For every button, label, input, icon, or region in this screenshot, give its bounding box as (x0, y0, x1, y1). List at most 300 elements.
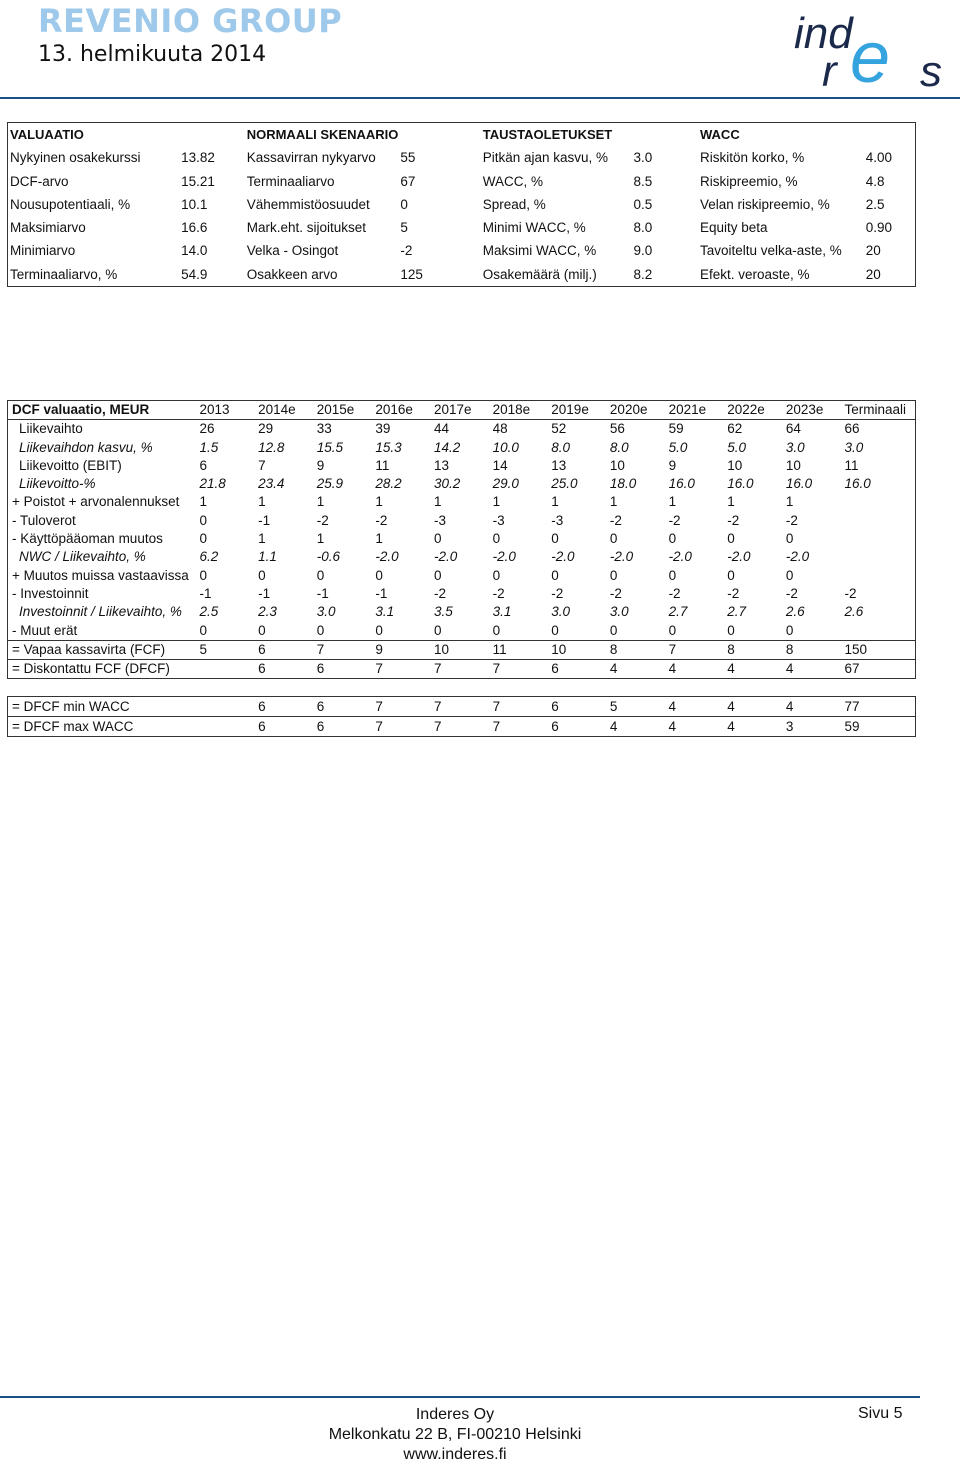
valuation-row (8, 216, 916, 239)
valuation-table (7, 122, 916, 287)
label-cell: Terminaaliarvo (246, 173, 335, 189)
value-cell: 10.0 (492, 439, 519, 455)
valuation-row (8, 239, 916, 262)
value-cell: 10 (547, 640, 606, 659)
label-cell: Vähemmistöosuudet (246, 196, 370, 212)
value-cell: 0 (609, 567, 618, 583)
value-cell: 6 (551, 699, 559, 714)
value-cell: 39 (375, 421, 391, 437)
value-cell: -2 (668, 585, 681, 601)
svg-text:s: s (920, 47, 942, 92)
inderes-logo (790, 2, 960, 92)
header-cell (398, 123, 480, 147)
year-cell: Terminaali (840, 401, 915, 420)
value-cell: 5 (195, 640, 254, 659)
footer-rule (0, 1396, 920, 1398)
value-cell: 9 (316, 457, 325, 473)
value-cell: 0 (785, 567, 794, 583)
value-cell: -1 (258, 585, 271, 601)
row-label: = Vapaa kassavirta (FCF) (8, 640, 196, 659)
value-cell: 23.4 (258, 476, 285, 492)
label-cell: Osakkeen arvo (246, 266, 338, 282)
value-cell: 0 (434, 531, 442, 547)
value-cell: 0 (258, 622, 266, 638)
footer-address: Melkonkatu 22 B, FI-00210 Helsinki (328, 1426, 582, 1443)
value-cell: -2 (434, 585, 447, 601)
value-cell: 4.8 (865, 173, 885, 189)
value-cell: 0 (199, 567, 207, 583)
value-cell: 1 (375, 494, 383, 510)
dcf-row (8, 530, 916, 548)
label-cell: Riskitön korko, % (699, 150, 805, 166)
row-label: Liikevoitto-% (19, 476, 96, 492)
row-label: = DFCF max WACC (8, 717, 196, 737)
row-label: Investoinnit / Liikevaihto, % (19, 604, 182, 620)
dcf-row (8, 567, 916, 585)
value-cell: 2.6 (785, 604, 805, 620)
value-cell (840, 530, 915, 548)
row-label: = Diskontattu FCF (DFCF) (8, 660, 196, 679)
label-cell: Riskipreemio, % (699, 173, 798, 189)
value-cell: 2.6 (844, 604, 864, 620)
value-cell: 54.9 (181, 266, 208, 282)
value-cell: 1 (258, 531, 266, 547)
value-cell: 7 (430, 660, 489, 679)
header-rule (0, 97, 960, 99)
value-cell: 10.1 (181, 196, 208, 212)
value-cell: 0 (434, 567, 442, 583)
value-cell: 8.5 (633, 173, 653, 189)
value-cell: 3.5 (434, 604, 453, 620)
value-cell: 7 (371, 717, 430, 737)
value-cell: -2 (400, 243, 413, 259)
value-cell: 6 (258, 699, 266, 714)
value-cell: 66 (844, 421, 860, 437)
value-cell (195, 697, 254, 717)
value-cell: 0 (316, 567, 325, 583)
value-cell: 59 (668, 421, 684, 437)
value-cell: 28.2 (375, 476, 402, 492)
value-cell: 0 (668, 531, 677, 547)
value-cell (840, 567, 915, 585)
value-cell: -2 (316, 512, 329, 528)
value-cell: 16.0 (668, 476, 695, 492)
value-cell (840, 548, 915, 566)
year-cell: 2014e (254, 401, 313, 420)
value-cell: 3.1 (492, 604, 512, 620)
value-cell: -2 (668, 512, 681, 528)
svg-text:e: e (850, 18, 891, 92)
value-cell: 14.0 (181, 243, 208, 259)
value-cell: 4.00 (865, 150, 893, 166)
label-cell: Velan riskipreemio, % (699, 196, 830, 212)
value-cell: 2.7 (668, 604, 688, 620)
value-cell: -2.0 (785, 549, 810, 565)
label-cell: Velka - Osingot (246, 243, 339, 259)
value-cell: -0.6 (316, 549, 340, 565)
value-cell: -2.0 (727, 549, 751, 565)
dfcf-wacc-row (8, 717, 916, 737)
header-cell: TAUSTAOLETUKSET (482, 127, 613, 142)
value-cell: 13.82 (181, 150, 215, 166)
row-label: - Tuloverot (12, 512, 76, 528)
dcf-row (8, 493, 916, 511)
value-cell: 0 (199, 622, 207, 638)
value-cell: 2.3 (258, 604, 277, 620)
value-cell: 25.9 (316, 476, 343, 492)
year-cell: 2020e (606, 401, 665, 420)
dfcf-wacc-row (8, 697, 916, 717)
dcf-row (8, 603, 916, 621)
value-cell: 29 (258, 421, 274, 437)
value-cell: 0 (492, 567, 501, 583)
value-cell: 15.3 (375, 439, 402, 455)
value-cell: 4 (727, 699, 735, 714)
value-cell: 18.0 (609, 476, 637, 492)
value-cell: 4 (782, 660, 841, 679)
row-label: + Poistot + arvonalennukset (12, 494, 180, 510)
value-cell: 2.7 (727, 604, 746, 620)
row-label: NWC / Liikevaihto, % (19, 549, 146, 565)
value-cell: 11 (375, 457, 390, 473)
value-cell: 3.0 (785, 439, 805, 455)
dcf-row (8, 512, 916, 530)
label-cell: Maksimi WACC, % (482, 243, 597, 259)
value-cell: 11 (844, 457, 859, 473)
value-cell: -2 (785, 585, 798, 601)
value-cell: 26 (199, 421, 215, 437)
value-cell: 4 (723, 660, 782, 679)
value-cell: 3 (782, 717, 841, 737)
value-cell: 77 (844, 699, 860, 714)
value-cell: 0 (375, 567, 383, 583)
year-cell: 2016e (371, 401, 430, 420)
value-cell: -2.0 (609, 549, 634, 565)
value-cell: 0 (668, 622, 677, 638)
dcf-row (8, 622, 916, 641)
value-cell: 67 (840, 660, 915, 679)
value-cell: 10 (785, 457, 801, 473)
value-cell: -3 (551, 512, 564, 528)
value-cell: 0 (400, 196, 408, 212)
value-cell: -2 (727, 512, 740, 528)
value-cell: 10 (609, 457, 625, 473)
value-cell: 7 (433, 699, 442, 714)
value-cell: 7 (489, 717, 548, 737)
label-cell: WACC, % (482, 173, 543, 189)
value-cell: 0.90 (865, 220, 893, 236)
header-cell (632, 123, 698, 147)
value-cell: 0 (727, 567, 735, 583)
value-cell: 16.6 (181, 220, 208, 236)
value-cell: -2.0 (492, 549, 516, 565)
value-cell: -1 (375, 585, 388, 601)
year-cell: 2021e (665, 401, 724, 420)
value-cell: 15.5 (316, 439, 343, 455)
value-cell: 1.1 (258, 549, 277, 565)
value-cell: 1.5 (199, 439, 219, 455)
value-cell: 1 (316, 531, 325, 547)
label-cell: Minimiarvo (10, 243, 76, 259)
value-cell: 0 (199, 512, 207, 528)
value-cell: -2 (785, 512, 798, 528)
year-cell: 2023e (782, 401, 841, 420)
label-cell: Osakemäärä (milj.) (482, 266, 597, 282)
valuation-row (8, 170, 916, 193)
value-cell: 14 (492, 457, 508, 473)
value-cell: 20 (865, 266, 881, 282)
value-cell: 0 (375, 622, 383, 638)
row-label: - Käyttöpääoman muutos (12, 531, 163, 547)
value-cell: 5.0 (668, 439, 688, 455)
value-cell: 8 (782, 640, 841, 659)
value-cell: 1 (785, 494, 794, 510)
value-cell (195, 660, 254, 679)
value-cell: 8.0 (609, 439, 629, 455)
value-cell: 67 (400, 173, 416, 189)
value-cell: 0 (434, 622, 442, 638)
value-cell: 150 (840, 640, 915, 659)
value-cell: 0 (727, 531, 735, 547)
label-cell: Minimi WACC, % (482, 220, 586, 236)
row-label: - Investoinnit (12, 585, 89, 601)
value-cell: 6 (313, 660, 372, 679)
value-cell: -2.0 (434, 549, 458, 565)
label-cell: DCF-arvo (10, 173, 69, 189)
value-cell: 56 (609, 421, 625, 437)
value-cell: -2 (609, 512, 622, 528)
value-cell: 8 (606, 640, 665, 659)
valuation-row (8, 263, 916, 287)
value-cell: 6 (547, 660, 606, 679)
value-cell: 13 (434, 457, 450, 473)
dcf-header-row (8, 401, 916, 420)
value-cell (840, 622, 915, 641)
value-cell: 25.0 (551, 476, 578, 492)
value-cell: 9 (371, 640, 430, 659)
value-cell: 7 (430, 717, 489, 737)
value-cell: 1 (492, 494, 501, 510)
fcf-row (8, 640, 916, 659)
label-cell: Mark.eht. sijoitukset (246, 220, 367, 236)
value-cell: 5.0 (727, 439, 746, 455)
value-cell: -3 (434, 512, 447, 528)
company-name: REVENIO GROUP (38, 2, 343, 40)
value-cell: -2.0 (668, 549, 692, 565)
value-cell: 4 (723, 717, 782, 737)
dcf-title: DCF valuaatio, MEUR (8, 401, 196, 420)
value-cell: 48 (492, 421, 508, 437)
value-cell: 4 (606, 717, 665, 737)
value-cell: 16.0 (785, 476, 813, 492)
value-cell: 30.2 (434, 476, 461, 492)
value-cell: 21.8 (199, 476, 226, 492)
value-cell: -2 (609, 585, 622, 601)
value-cell: 0 (492, 531, 501, 547)
label-cell: Spread, % (482, 196, 546, 212)
value-cell: 8.2 (633, 266, 653, 282)
value-cell (195, 717, 254, 737)
value-cell: 9.0 (633, 243, 653, 259)
footer-address-block (300, 1405, 610, 1465)
value-cell: 3.0 (316, 604, 336, 620)
dfcf-row (8, 660, 916, 679)
value-cell: 7 (489, 660, 548, 679)
value-cell: 5 (400, 220, 408, 236)
value-cell: 52 (551, 421, 567, 437)
row-label: Liikevaihdon kasvu, % (19, 439, 153, 455)
value-cell: 4 (665, 660, 724, 679)
value-cell: 0 (609, 622, 618, 638)
value-cell: 0 (551, 567, 559, 583)
label-cell: Pitkän ajan kasvu, % (482, 150, 609, 166)
value-cell: 0 (785, 531, 794, 547)
value-cell: 5 (609, 699, 618, 714)
label-cell: Tavoiteltu velka-aste, % (699, 243, 842, 259)
value-cell: 59 (840, 717, 915, 737)
value-cell: 6 (547, 717, 606, 737)
value-cell: 2.5 (199, 604, 219, 620)
label-cell: Terminaaliarvo, % (10, 266, 118, 282)
value-cell: 0 (668, 567, 677, 583)
value-cell: 16.0 (727, 476, 754, 492)
value-cell: 125 (400, 266, 423, 282)
row-label: = DFCF min WACC (12, 699, 130, 714)
value-cell: 0 (258, 567, 266, 583)
year-cell: 2013 (195, 401, 254, 420)
header-cell: VALUAATIO (10, 127, 84, 142)
year-cell: 2015e (313, 401, 372, 420)
value-cell: 3.0 (551, 604, 571, 620)
report-date: 13. helmikuuta 2014 (38, 42, 267, 67)
svg-text:r: r (822, 47, 837, 92)
value-cell: 3.0 (844, 439, 864, 455)
value-cell: -1 (258, 512, 271, 528)
valuation-row (8, 193, 916, 216)
label-cell: Maksimiarvo (10, 220, 86, 236)
value-cell: 6 (199, 457, 207, 473)
value-cell: 7 (492, 699, 501, 714)
dcf-row (8, 457, 916, 475)
value-cell (840, 493, 915, 511)
footer-website[interactable]: www.inderes.fi (403, 1446, 507, 1463)
dcf-table (7, 400, 916, 679)
value-cell: 1 (609, 494, 618, 510)
value-cell: 6 (313, 717, 372, 737)
value-cell: 29.0 (492, 476, 519, 492)
label-cell: Kassavirran nykyarvo (246, 150, 376, 166)
value-cell: 6 (254, 717, 313, 737)
header-cell: NORMAALI SKENAARIO (246, 127, 399, 142)
value-cell: 1 (375, 531, 383, 547)
value-cell: -2 (375, 512, 388, 528)
header-cell: WACC (699, 127, 740, 142)
value-cell: 1 (199, 494, 207, 510)
label-cell: Nykyinen osakekurssi (10, 150, 141, 166)
value-cell: 55 (400, 150, 416, 166)
value-cell: 4 (785, 699, 794, 714)
value-cell: 6 (316, 699, 325, 714)
value-cell: 6 (254, 660, 313, 679)
value-cell: 0 (785, 622, 794, 638)
year-cell: 2022e (723, 401, 782, 420)
dcf-row (8, 420, 916, 439)
value-cell: 6.2 (199, 549, 219, 565)
row-label: Liikevaihto (19, 421, 83, 437)
value-cell: 8 (723, 640, 782, 659)
dfcf-wacc-table (7, 696, 916, 737)
value-cell: 12.8 (258, 439, 285, 455)
footer-company: Inderes Oy (415, 1406, 495, 1423)
value-cell: 0 (551, 622, 559, 638)
valuation-header-row (8, 123, 916, 147)
value-cell: 6 (254, 640, 313, 659)
value-cell: 7 (371, 660, 430, 679)
value-cell: -1 (199, 585, 212, 601)
value-cell: 16.0 (844, 476, 871, 492)
value-cell: 1 (434, 494, 442, 510)
value-cell: -2 (727, 585, 740, 601)
value-cell: 1 (551, 494, 559, 510)
value-cell: 7 (313, 640, 372, 659)
value-cell: -3 (492, 512, 505, 528)
value-cell: 4 (668, 699, 677, 714)
value-cell: 1 (668, 494, 677, 510)
value-cell: 1 (258, 494, 266, 510)
value-cell: 7 (258, 457, 266, 473)
value-cell: -1 (316, 585, 329, 601)
value-cell: -2 (844, 585, 857, 601)
header-cell (864, 123, 916, 147)
value-cell: 3.1 (375, 604, 395, 620)
value-cell: 11 (489, 640, 548, 659)
year-cell: 2018e (489, 401, 548, 420)
year-cell: 2017e (430, 401, 489, 420)
value-cell: 33 (316, 421, 332, 437)
value-cell: 7 (665, 640, 724, 659)
value-cell: 1 (316, 494, 325, 510)
dcf-row (8, 585, 916, 603)
value-cell: 7 (375, 699, 383, 714)
value-cell: 64 (785, 421, 801, 437)
value-cell: 13 (551, 457, 567, 473)
label-cell: Equity beta (699, 220, 768, 236)
value-cell: 10 (430, 640, 489, 659)
label-cell: Nousupotentiaali, % (10, 196, 131, 212)
value-cell: 3.0 (633, 150, 653, 166)
dcf-row (8, 439, 916, 457)
row-label: Liikevoitto (EBIT) (19, 457, 122, 473)
value-cell (840, 512, 915, 530)
value-cell: 9 (668, 457, 677, 473)
value-cell: 4 (665, 717, 724, 737)
value-cell: 14.2 (434, 439, 461, 455)
value-cell: 44 (434, 421, 450, 437)
dcf-row (8, 548, 916, 566)
value-cell: -2.0 (551, 549, 575, 565)
value-cell: 0 (727, 622, 735, 638)
label-cell: Efekt. veroaste, % (699, 266, 810, 282)
value-cell: -2.0 (375, 549, 399, 565)
valuation-row (8, 146, 916, 169)
value-cell: 0 (551, 531, 559, 547)
value-cell: 62 (727, 421, 743, 437)
value-cell: 10 (727, 457, 743, 473)
value-cell: 8.0 (551, 439, 571, 455)
value-cell: 4 (606, 660, 665, 679)
year-cell: 2019e (547, 401, 606, 420)
page-number: Sivu 5 (858, 1405, 903, 1422)
